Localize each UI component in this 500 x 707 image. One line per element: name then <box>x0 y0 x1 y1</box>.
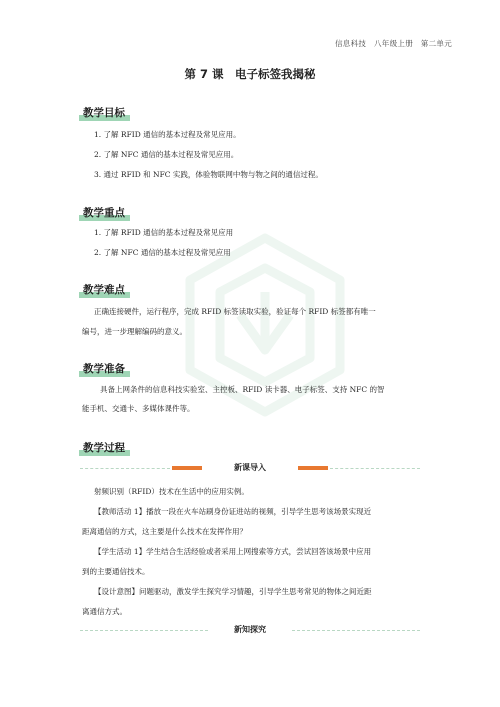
goal-item-3: 3. 通过 RFID 和 NFC 实践，体验物联网中物与物之间的通信过程。 <box>94 170 323 179</box>
process-line-6: 【设计意图】问题驱动，激发学生探究学习情趣，引导学生思考常见的物体之间近距 <box>94 587 372 596</box>
preparation-line-2: 能手机、交通卡、多媒体课件等。 <box>82 404 195 413</box>
page-title: 第 7 课 电子标签我揭秘 <box>184 67 316 81</box>
running-header: 信息科技 八年级上册 第二单元 <box>335 39 452 48</box>
key-point-item-1: 1. 了解 RFID 通信的基本过程及常见应用 <box>94 228 234 237</box>
subheading-new-knowledge: 新知探究 <box>80 624 420 636</box>
process-line-7: 离通信方式。 <box>82 607 127 616</box>
section-heading-key-points: 教学重点 <box>83 207 125 219</box>
section-heading-goals: 教学目标 <box>83 107 125 119</box>
key-point-item-2: 2. 了解 NFC 通信的基本过程及常见应用 <box>94 248 231 257</box>
difficulties-line-2: 编号，进一步理解编码的意义。 <box>82 327 187 336</box>
process-line-4: 【学生活动 1】学生结合生活经验或者采用上网搜索等方式，尝试回答该场景中应用 <box>94 547 372 556</box>
goal-item-2: 2. 了解 NFC 通信的基本过程及常见应用。 <box>94 150 239 159</box>
process-line-2: 【教师活动 1】播放一段在火车站刷身份证进站的视频，引导学生思考该场景实现近 <box>94 507 372 516</box>
process-line-1: 射频识别（RFID）技术在生活中的应用实例。 <box>94 487 249 496</box>
preparation-line-1: 具备上网条件的信息科技实验室、主控板、RFID 读卡器、电子标签、支持 NFC 的智 <box>100 385 385 394</box>
process-line-5: 到的主要通信技术。 <box>82 567 150 576</box>
process-line-3: 距离通信的方式，这主要是什么技术在发挥作用？ <box>82 527 247 536</box>
section-heading-preparation: 教学准备 <box>83 363 125 375</box>
section-heading-difficulties: 教学难点 <box>83 284 125 296</box>
goal-item-1: 1. 了解 RFID 通信的基本过程及常见应用。 <box>94 130 241 139</box>
subheading-new-lesson-intro: 新课导入 <box>80 462 420 474</box>
difficulties-line-1: 正确连接硬件，运行程序，完成 RFID 标签读取实验，验证每个 RFID 标签都有唯一 <box>94 307 376 316</box>
section-heading-process: 教学过程 <box>83 442 125 454</box>
